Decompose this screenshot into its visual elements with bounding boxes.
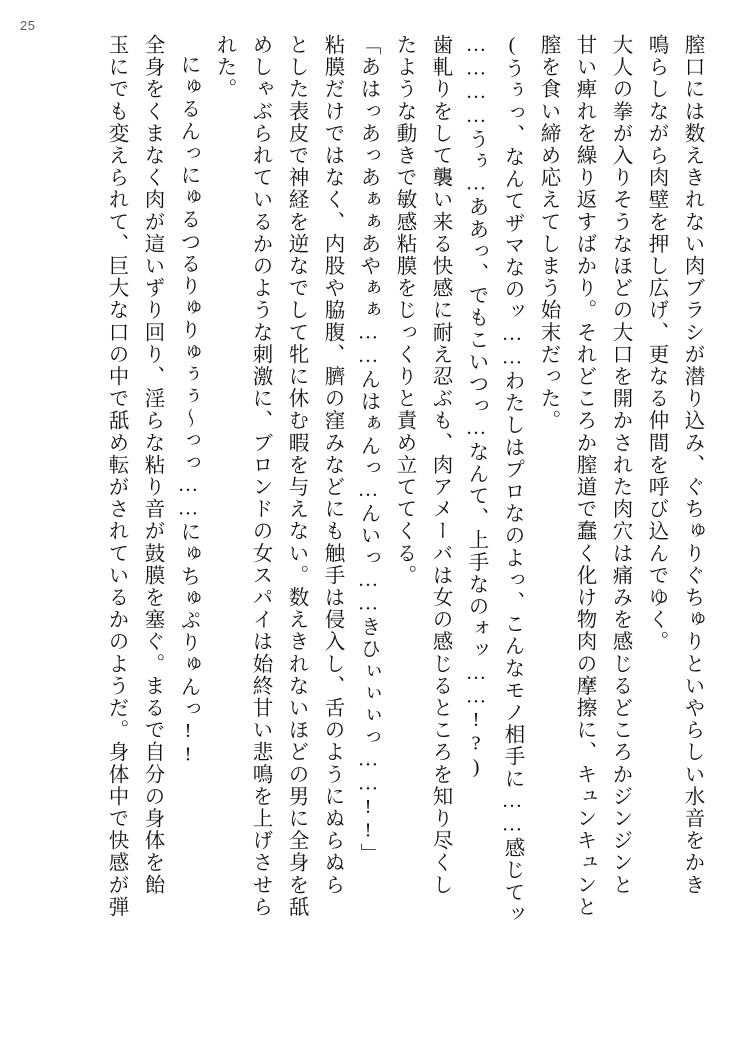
text-line: 玉にでも変えられて、巨大な口の中で舐め転がされているかのようだ。身体中で快感が弾 xyxy=(105,34,127,918)
vertical-text-body xyxy=(30,34,710,1016)
text-line: (うぅっ、なんてザマなのッ……わたしはプロなのよっ、こんなモノ相手に……感じてッ xyxy=(501,34,523,926)
text-line: 甘い痺れを繰り返すばかり。それどころか膣道で蠢く化け物肉の摩擦に、キュンキュンと xyxy=(573,34,595,918)
text-line: 「あはっあっあぁぁあやぁぁ……んはぁんっ…んいっ……きひぃぃぃっ……!!」 xyxy=(357,34,379,866)
text-line: …………うぅ…ああっ、でもこいつっ…なんて、上手なのォッ……!?) xyxy=(465,34,487,780)
text-line: にゅるんっにゅるつるりゅりゅぅぅ〜っっ……にゅちゅぷりゅんっ!! xyxy=(177,54,199,768)
text-line: 膣を食い締め応えてしまう始末だった。 xyxy=(537,34,559,432)
text-line: 鳴らしながら肉壁を押し広げ、更なる仲間を呼び込んでゆく。 xyxy=(645,34,667,653)
text-line: 全身をくまなく肉が這いずり回り、淫らな粘り音が鼓膜を塞ぐ。まるで自分の身体を飴 xyxy=(141,34,163,896)
text-line: めしゃぶられているかのような刺激に、ブロンドの女スパイは始終甘い悲鳴を上げさせら xyxy=(249,34,271,918)
text-line: れた。 xyxy=(213,34,235,101)
text-line: 膣口には数えきれない肉ブラシが潜り込み、ぐちゅりぐちゅりといやらしい水音をかき xyxy=(681,34,703,896)
text-line: 歯軋りをして襲い来る快感に耐え忍ぶも、肉アメーバは女の感じるところを知り尽くし xyxy=(429,34,451,896)
text-line: たような動きで敏感粘膜をじっくりと責め立ててくる。 xyxy=(393,34,415,587)
page-number: 25 xyxy=(20,18,36,33)
text-line: とした表皮で神経を逆なでして牝に休む暇を与えない。数えきれないほどの男に全身を舐 xyxy=(285,34,307,918)
text-line: 大人の拳が入りそうなほどの大口を開かされた肉穴は痛みを感じるどころかジンジンと xyxy=(609,34,631,896)
text-line: 粘膜だけではなく、内股や脇腹、臍の窪みなどにも触手は侵入し、舌のようにぬらぬら xyxy=(321,34,343,896)
